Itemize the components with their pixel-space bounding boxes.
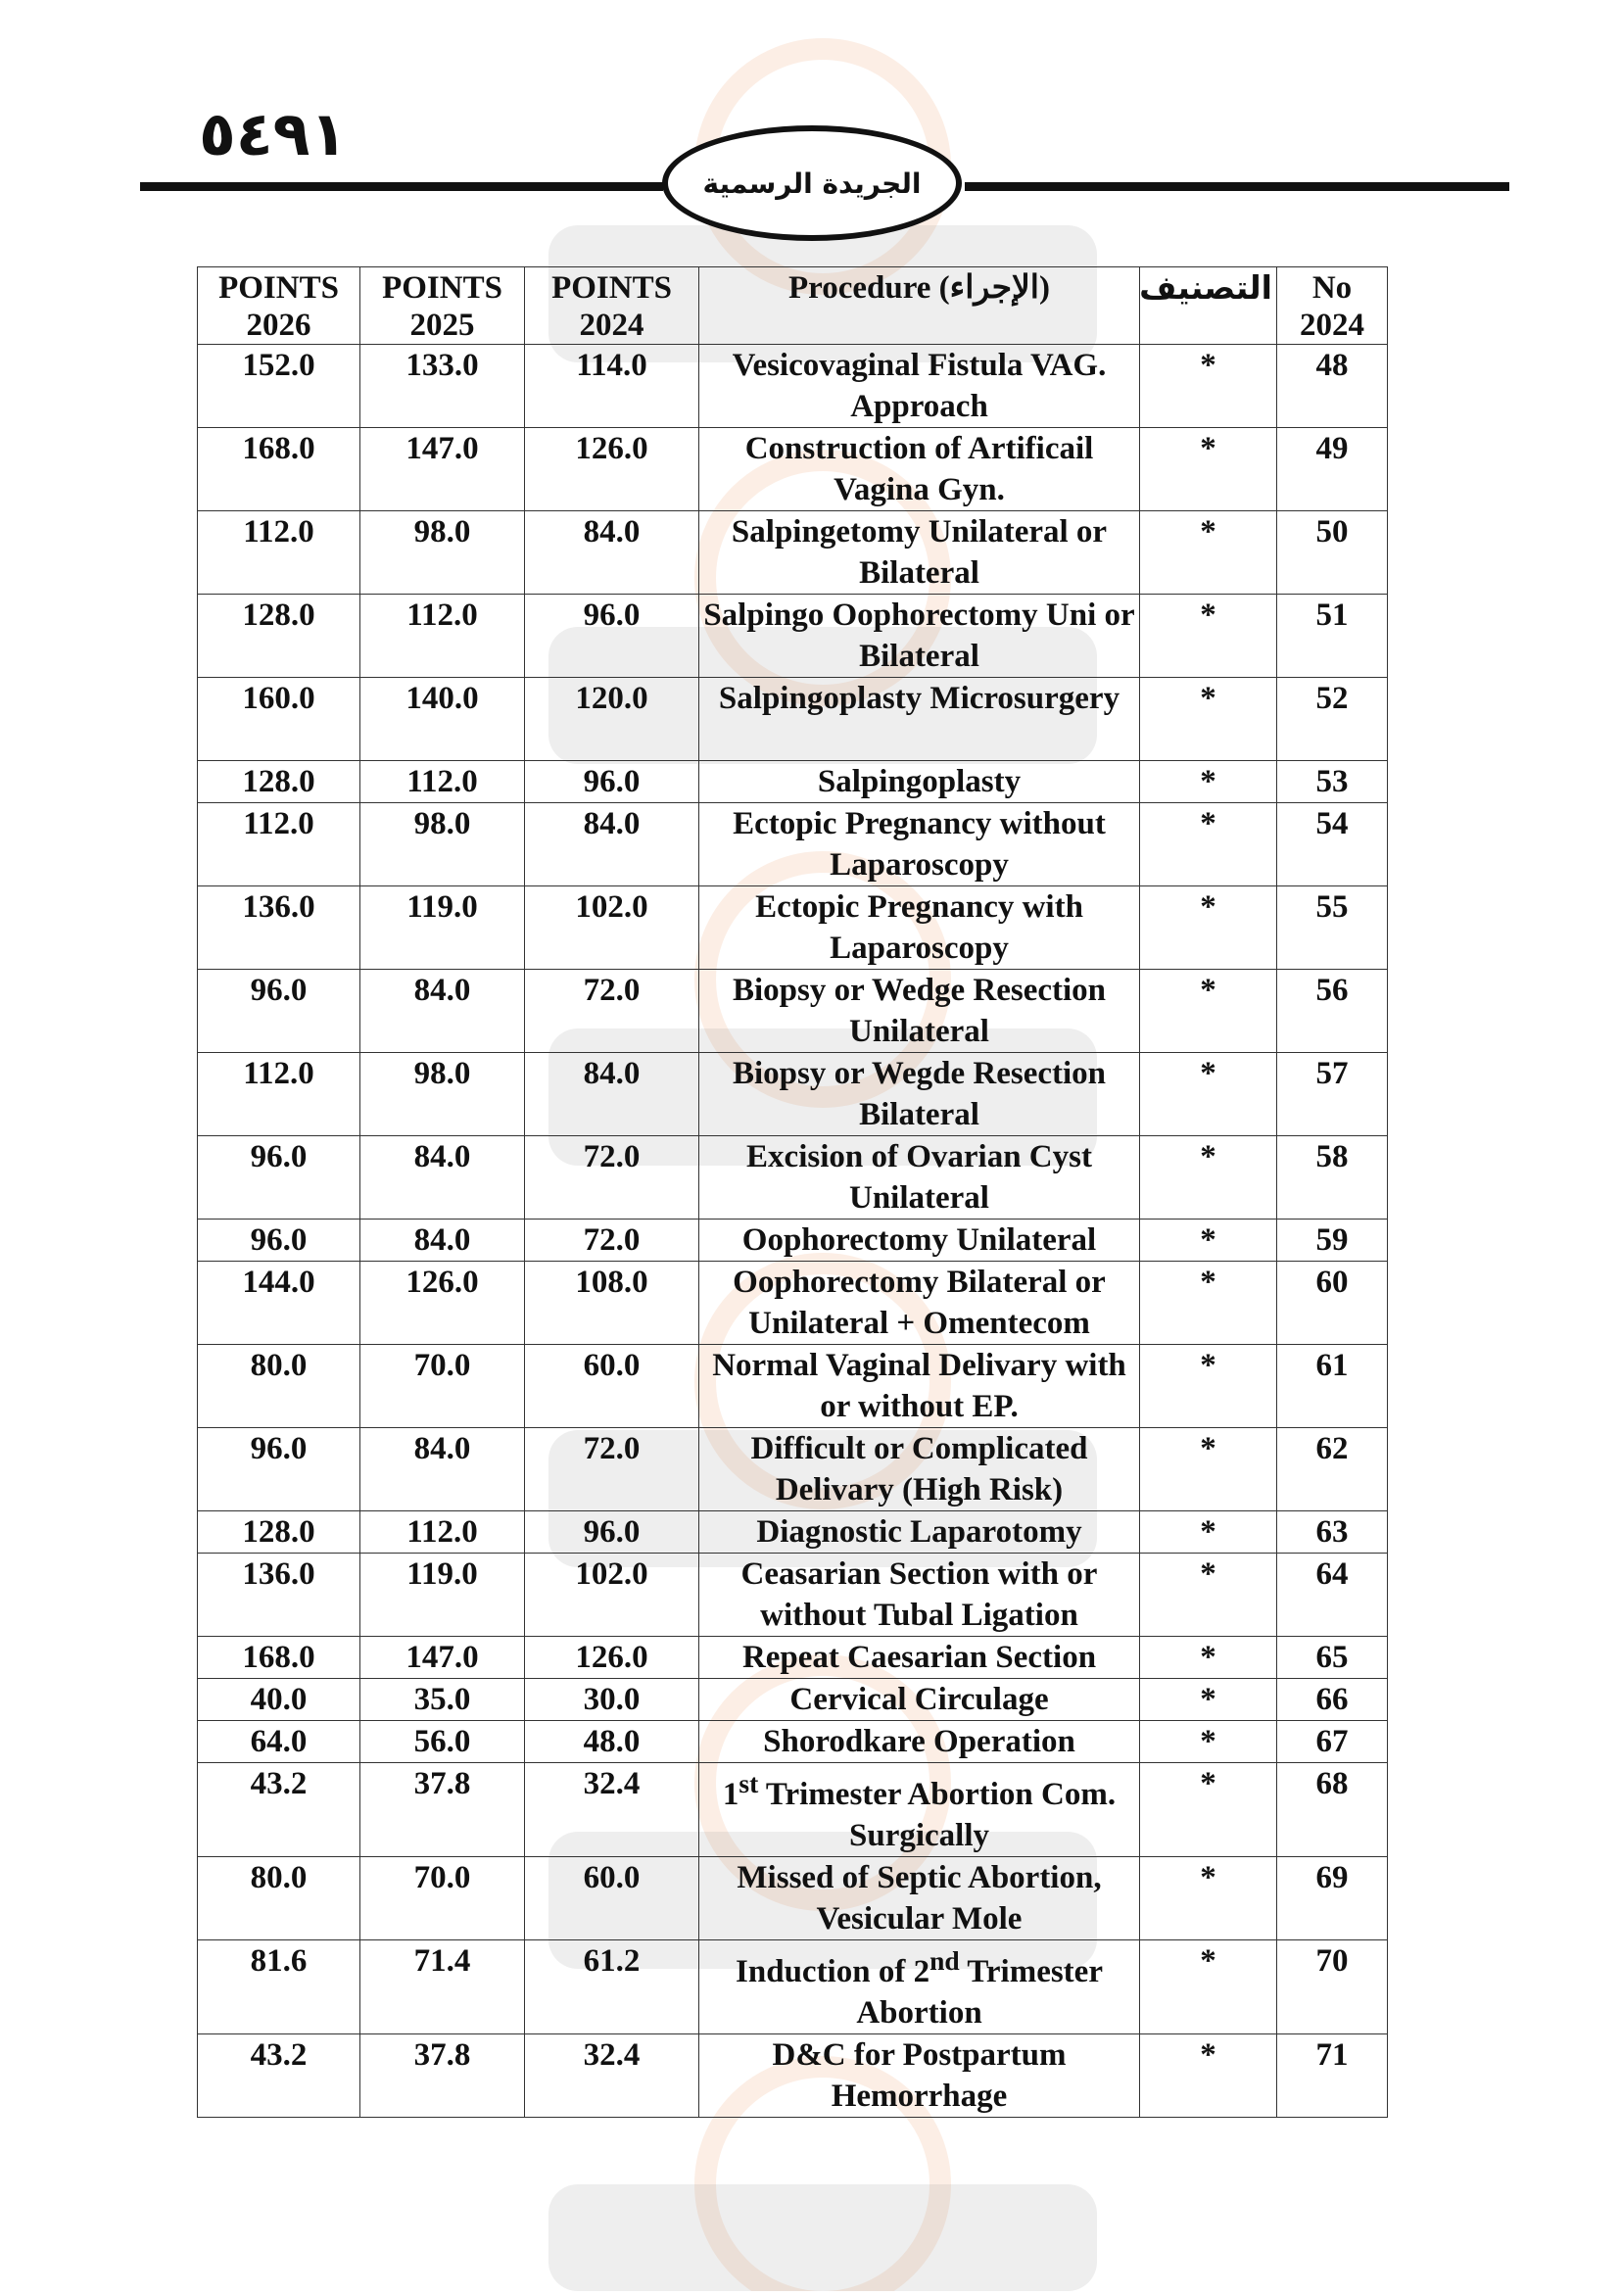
table-row: [198, 1857, 1388, 1940]
table-row: [198, 1511, 1388, 1554]
points-2024-cell: 61.2: [525, 1940, 699, 2034]
points-2024-cell: 60.0: [525, 1345, 699, 1428]
points-2024-cell: 120.0: [525, 678, 699, 761]
classification-cell: *: [1140, 761, 1277, 803]
table-row: [198, 1637, 1388, 1679]
classification-cell: *: [1140, 345, 1277, 428]
points-2024-cell: 48.0: [525, 1721, 699, 1763]
points-2026-cell: 136.0: [198, 886, 360, 970]
header-rule-right: [965, 182, 1509, 191]
table-row: [198, 1554, 1388, 1637]
points-2026-cell: 152.0: [198, 345, 360, 428]
points-2024-cell: 84.0: [525, 511, 699, 595]
procedure-cell: Biopsy or Wegde Resection Bilateral: [699, 1053, 1140, 1136]
points-2024-cell: 32.4: [525, 2034, 699, 2118]
table-row: [198, 511, 1388, 595]
points-2026-cell: 43.2: [198, 2034, 360, 2118]
points-2024-cell: 102.0: [525, 1554, 699, 1637]
points-2026-cell: 96.0: [198, 1428, 360, 1511]
table-row: [198, 886, 1388, 970]
classification-cell: *: [1140, 803, 1277, 886]
procedure-cell: Normal Vaginal Delivary with or without EP.: [699, 1345, 1140, 1428]
table-row: [198, 1428, 1388, 1511]
classification-cell: *: [1140, 886, 1277, 970]
procedure-cell: Oophorectomy Bilateral or Unilateral + Omentecom: [699, 1262, 1140, 1345]
number-cell: 55: [1277, 886, 1388, 970]
header-procedure: Procedure (الإجراء): [699, 267, 1140, 345]
procedure-cell: D&C for Postpartum Hemorrhage: [699, 2034, 1140, 2118]
points-2024-cell: 126.0: [525, 428, 699, 511]
number-cell: 50: [1277, 511, 1388, 595]
procedure-cell: Diagnostic Laparotomy: [699, 1511, 1140, 1554]
points-2025-cell: 37.8: [360, 1763, 525, 1857]
points-2024-cell: 108.0: [525, 1262, 699, 1345]
procedure-cell: Ectopic Pregnancy without Laparoscopy: [699, 803, 1140, 886]
procedure-cell: 1st Trimester Abortion Com. Surgically: [699, 1763, 1140, 1857]
procedures-table: [197, 266, 1388, 2118]
points-2025-cell: 71.4: [360, 1940, 525, 2034]
classification-cell: *: [1140, 1345, 1277, 1428]
number-cell: 70: [1277, 1940, 1388, 2034]
number-cell: 49: [1277, 428, 1388, 511]
points-2024-cell: 72.0: [525, 1220, 699, 1262]
points-2025-cell: 98.0: [360, 803, 525, 886]
procedure-cell: Cervical Circulage: [699, 1679, 1140, 1721]
number-cell: 56: [1277, 970, 1388, 1053]
points-2026-cell: 96.0: [198, 970, 360, 1053]
number-cell: 52: [1277, 678, 1388, 761]
classification-cell: *: [1140, 1053, 1277, 1136]
points-2025-cell: 98.0: [360, 1053, 525, 1136]
table-row: [198, 1679, 1388, 1721]
table-row: [198, 595, 1388, 678]
masthead-title: الجريدة الرسمية: [702, 167, 922, 200]
points-2024-cell: 72.0: [525, 970, 699, 1053]
points-2025-cell: 84.0: [360, 1220, 525, 1262]
points-2024-cell: 32.4: [525, 1763, 699, 1857]
table-row: [198, 803, 1388, 886]
table-row: [198, 1345, 1388, 1428]
points-2024-cell: 126.0: [525, 1637, 699, 1679]
points-2026-cell: 168.0: [198, 428, 360, 511]
points-2025-cell: 70.0: [360, 1857, 525, 1940]
classification-cell: *: [1140, 1136, 1277, 1220]
points-2026-cell: 112.0: [198, 803, 360, 886]
procedure-cell: Shorodkare Operation: [699, 1721, 1140, 1763]
points-2024-cell: 96.0: [525, 761, 699, 803]
classification-cell: *: [1140, 678, 1277, 761]
table-row: [198, 678, 1388, 761]
header-points-2024: POINTS 2024: [525, 267, 699, 345]
header-classification: التصنيف: [1140, 267, 1277, 345]
points-2024-cell: 72.0: [525, 1136, 699, 1220]
procedure-cell: Construction of Artificail Vagina Gyn.: [699, 428, 1140, 511]
number-cell: 71: [1277, 2034, 1388, 2118]
points-2024-cell: 84.0: [525, 1053, 699, 1136]
points-2026-cell: 144.0: [198, 1262, 360, 1345]
classification-cell: *: [1140, 1220, 1277, 1262]
page-number: ٥٤٩١: [199, 98, 348, 169]
points-2025-cell: 140.0: [360, 678, 525, 761]
number-cell: 51: [1277, 595, 1388, 678]
points-2025-cell: 84.0: [360, 1136, 525, 1220]
points-2026-cell: 64.0: [198, 1721, 360, 1763]
procedure-cell: Oophorectomy Unilateral: [699, 1220, 1140, 1262]
procedure-cell: Salpingoplasty: [699, 761, 1140, 803]
header-no-2024: No 2024: [1277, 267, 1388, 345]
table-row: [198, 761, 1388, 803]
points-2026-cell: 96.0: [198, 1136, 360, 1220]
number-cell: 66: [1277, 1679, 1388, 1721]
points-2026-cell: 43.2: [198, 1763, 360, 1857]
points-2024-cell: 96.0: [525, 595, 699, 678]
points-2025-cell: 133.0: [360, 345, 525, 428]
classification-cell: *: [1140, 1511, 1277, 1554]
classification-cell: *: [1140, 1679, 1277, 1721]
table-row: [198, 2034, 1388, 2118]
number-cell: 48: [1277, 345, 1388, 428]
points-2025-cell: 126.0: [360, 1262, 525, 1345]
classification-cell: *: [1140, 970, 1277, 1053]
number-cell: 59: [1277, 1220, 1388, 1262]
procedure-cell: Excision of Ovarian Cyst Unilateral: [699, 1136, 1140, 1220]
table-row: [198, 1136, 1388, 1220]
classification-cell: *: [1140, 2034, 1277, 2118]
classification-cell: *: [1140, 1940, 1277, 2034]
number-cell: 58: [1277, 1136, 1388, 1220]
table-row: [198, 1721, 1388, 1763]
number-cell: 60: [1277, 1262, 1388, 1345]
points-2025-cell: 112.0: [360, 761, 525, 803]
number-cell: 63: [1277, 1511, 1388, 1554]
points-2024-cell: 60.0: [525, 1857, 699, 1940]
number-cell: 68: [1277, 1763, 1388, 1857]
points-2024-cell: 102.0: [525, 886, 699, 970]
procedure-cell: Salpingo Oophorectomy Uni or Bilateral: [699, 595, 1140, 678]
points-2026-cell: 40.0: [198, 1679, 360, 1721]
procedure-cell: Vesicovaginal Fistula VAG. Approach: [699, 345, 1140, 428]
classification-cell: *: [1140, 1637, 1277, 1679]
classification-cell: *: [1140, 1857, 1277, 1940]
points-2026-cell: 112.0: [198, 1053, 360, 1136]
number-cell: 61: [1277, 1345, 1388, 1428]
points-2024-cell: 30.0: [525, 1679, 699, 1721]
header-points-2025: POINTS 2025: [360, 267, 525, 345]
points-2025-cell: 147.0: [360, 428, 525, 511]
points-2026-cell: 112.0: [198, 511, 360, 595]
points-2024-cell: 96.0: [525, 1511, 699, 1554]
points-2025-cell: 147.0: [360, 1637, 525, 1679]
classification-cell: *: [1140, 595, 1277, 678]
table-row: [198, 345, 1388, 428]
points-2026-cell: 128.0: [198, 1511, 360, 1554]
points-2024-cell: 72.0: [525, 1428, 699, 1511]
procedure-cell: Missed of Septic Abortion, Vesicular Mole: [699, 1857, 1140, 1940]
table-row: [198, 970, 1388, 1053]
points-2026-cell: 80.0: [198, 1857, 360, 1940]
header-rule-left: [140, 182, 663, 191]
points-2025-cell: 112.0: [360, 1511, 525, 1554]
points-2024-cell: 114.0: [525, 345, 699, 428]
points-2025-cell: 84.0: [360, 970, 525, 1053]
table-row: [198, 1220, 1388, 1262]
procedure-cell: Salpingetomy Unilateral or Bilateral: [699, 511, 1140, 595]
classification-cell: *: [1140, 1554, 1277, 1637]
points-2026-cell: 168.0: [198, 1637, 360, 1679]
masthead-oval: [662, 125, 962, 241]
procedure-cell: Repeat Caesarian Section: [699, 1637, 1140, 1679]
points-2026-cell: 136.0: [198, 1554, 360, 1637]
points-2025-cell: 119.0: [360, 1554, 525, 1637]
points-2025-cell: 84.0: [360, 1428, 525, 1511]
number-cell: 67: [1277, 1721, 1388, 1763]
header-points-2026: POINTS 2026: [198, 267, 360, 345]
table-row: [198, 1940, 1388, 2034]
points-2026-cell: 80.0: [198, 1345, 360, 1428]
points-2025-cell: 37.8: [360, 2034, 525, 2118]
points-2025-cell: 112.0: [360, 595, 525, 678]
table-row: [198, 1262, 1388, 1345]
classification-cell: *: [1140, 1428, 1277, 1511]
points-2026-cell: 81.6: [198, 1940, 360, 2034]
procedure-cell: Ceasarian Section with or without Tubal Ligation: [699, 1554, 1140, 1637]
table-row: [198, 1053, 1388, 1136]
table-row: [198, 428, 1388, 511]
classification-cell: *: [1140, 511, 1277, 595]
number-cell: 53: [1277, 761, 1388, 803]
number-cell: 64: [1277, 1554, 1388, 1637]
classification-cell: *: [1140, 1262, 1277, 1345]
points-2026-cell: 160.0: [198, 678, 360, 761]
number-cell: 57: [1277, 1053, 1388, 1136]
table-header-row: [198, 267, 1388, 345]
points-2026-cell: 96.0: [198, 1220, 360, 1262]
procedure-cell: Induction of 2nd Trimester Abortion: [699, 1940, 1140, 2034]
points-2025-cell: 119.0: [360, 886, 525, 970]
number-cell: 54: [1277, 803, 1388, 886]
classification-cell: *: [1140, 1721, 1277, 1763]
table-row: [198, 1763, 1388, 1857]
points-2025-cell: 98.0: [360, 511, 525, 595]
procedure-cell: Difficult or Complicated Delivary (High Risk): [699, 1428, 1140, 1511]
procedure-cell: Ectopic Pregnancy with Laparoscopy: [699, 886, 1140, 970]
points-2025-cell: 70.0: [360, 1345, 525, 1428]
points-2026-cell: 128.0: [198, 595, 360, 678]
procedure-cell: Biopsy or Wedge Resection Unilateral: [699, 970, 1140, 1053]
number-cell: 62: [1277, 1428, 1388, 1511]
points-2026-cell: 128.0: [198, 761, 360, 803]
classification-cell: *: [1140, 1763, 1277, 1857]
points-2025-cell: 35.0: [360, 1679, 525, 1721]
points-2025-cell: 56.0: [360, 1721, 525, 1763]
classification-cell: *: [1140, 428, 1277, 511]
number-cell: 69: [1277, 1857, 1388, 1940]
points-2024-cell: 84.0: [525, 803, 699, 886]
procedure-cell: Salpingoplasty Microsurgery: [699, 678, 1140, 761]
number-cell: 65: [1277, 1637, 1388, 1679]
